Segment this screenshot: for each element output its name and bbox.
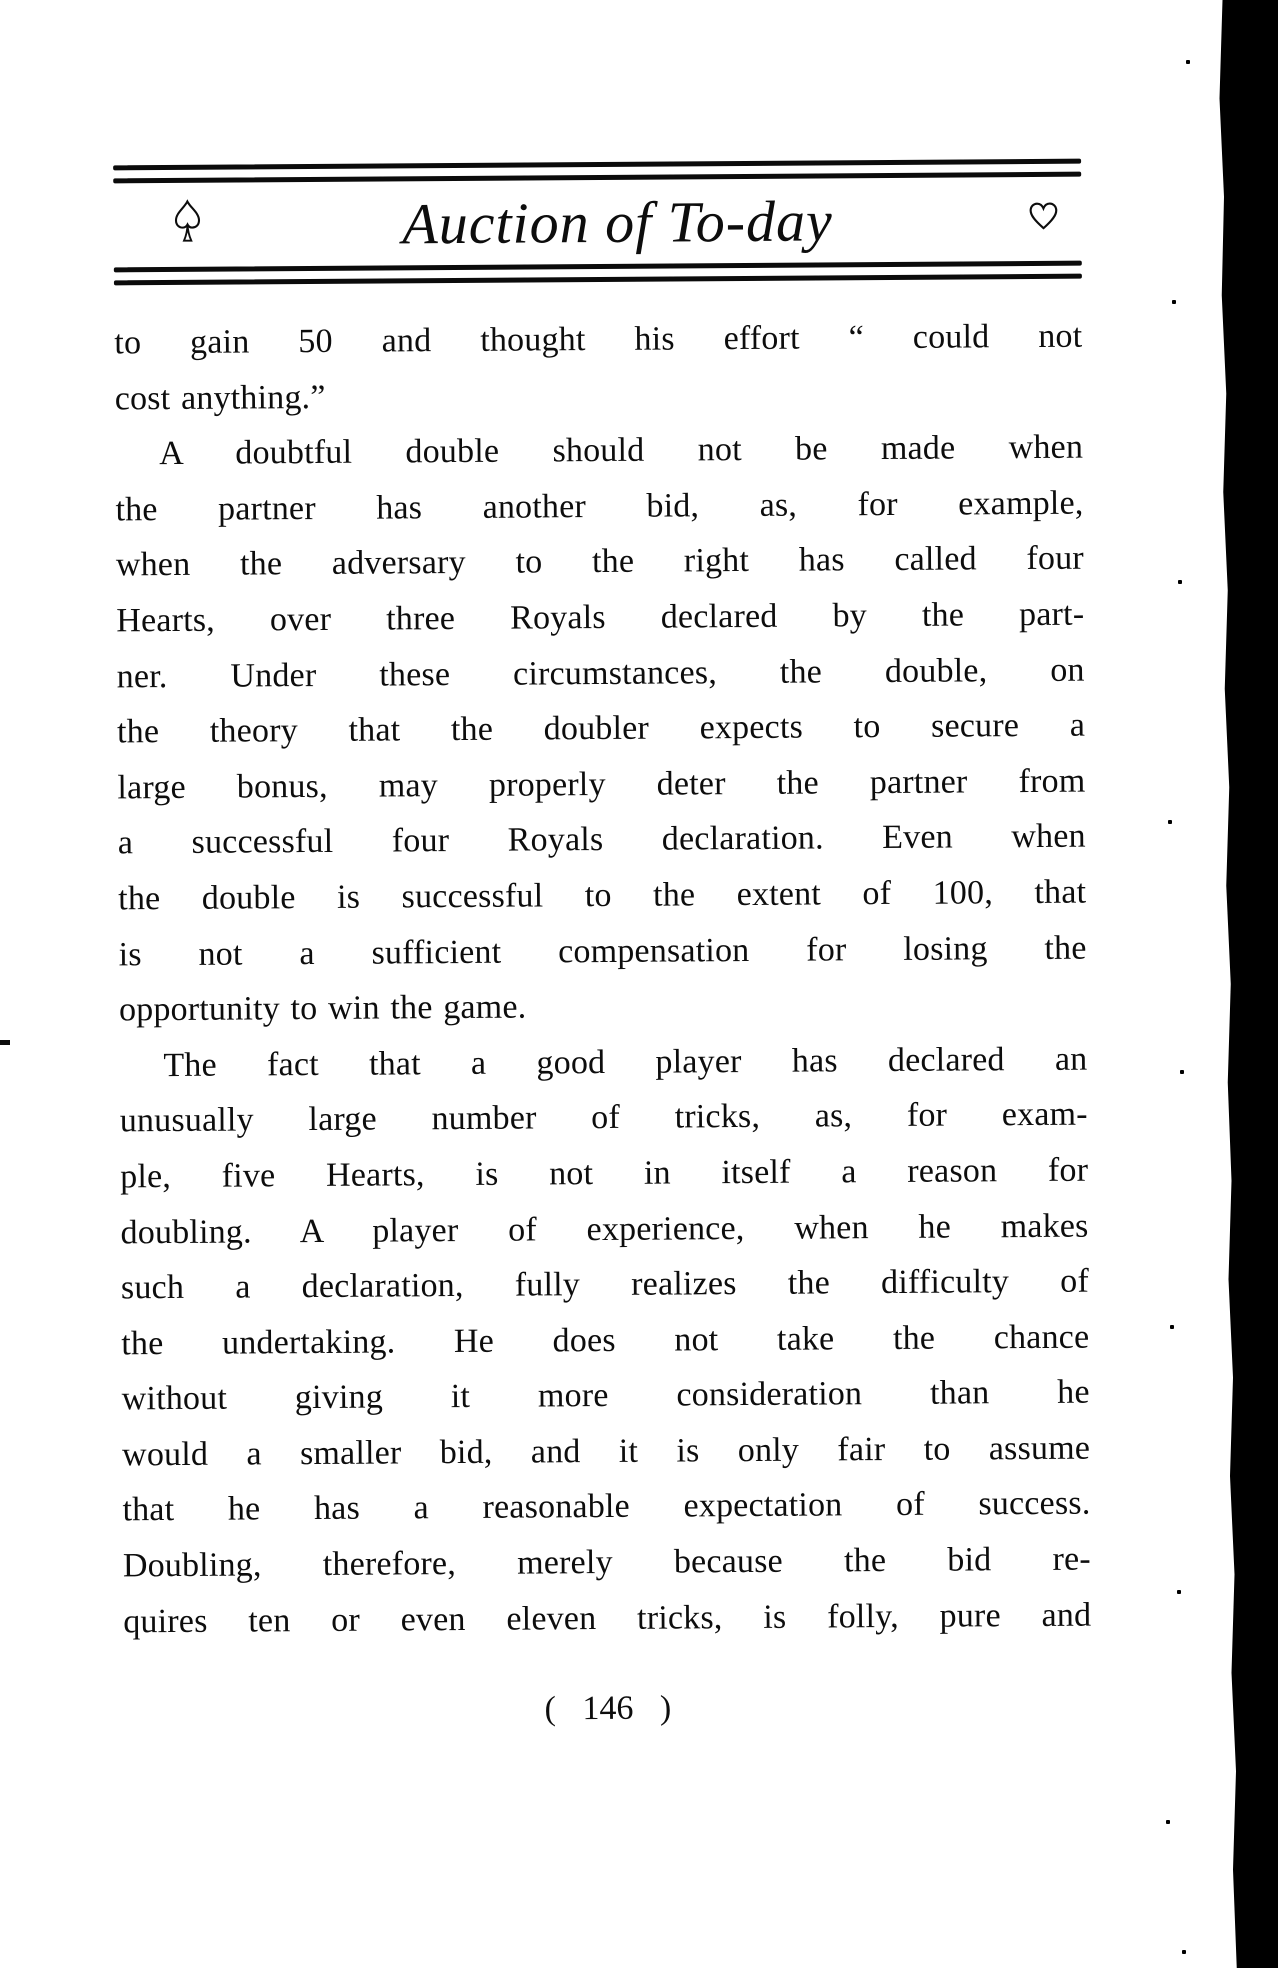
text-line: when the adversary to the right has called four [115,540,1085,584]
text-line: would a smaller bid, and it is only fair to assume [121,1429,1091,1474]
text-line: ner. Under these circumstances, the double, on [116,651,1085,695]
text-line: cost anything.” [114,378,326,417]
heart-suit-icon [1027,199,1059,238]
text-line: Doubling, therefore, merely because the bid re- [122,1540,1091,1585]
text-line: quires ten or even eleven tricks, is folly, pure and [123,1596,1092,1641]
text-line: doubling. A player of experience, when he makes [120,1207,1089,1251]
text-line: The fact that a good player has declared an [163,1040,1088,1084]
page-title: Auction of To-day [402,187,833,256]
header-rule-bottom-2 [114,274,1082,286]
text-line: unusually large number of tricks, as, for exam- [119,1095,1088,1140]
text-line: without giving it more consideration than he [121,1373,1090,1418]
scan-shadow-band [1203,0,1278,1968]
header-row [113,177,1082,268]
text-line: the partner has another bid, as, for example, [115,484,1084,529]
text-line: the theory that the doubler expects to secure a [116,706,1086,751]
body-text [114,309,1091,1650]
text-line: large bonus, may properly deter the partner from [117,762,1086,807]
text-line: such a declaration, fully realizes the difficulty of [120,1262,1090,1307]
header-rule-top-1 [113,159,1081,171]
page-number: ( 146 ) [544,1689,672,1728]
text-line: that he has a reasonable expectation of success. [122,1485,1091,1529]
text-line: A doubtful double should not be made when [158,428,1084,473]
spade-suit-icon [171,199,203,250]
text-line: a successful four Royals declaration. Even when [117,817,1086,862]
scan-noise-specks [1186,60,1190,64]
page-content [112,0,1092,1732]
running-header [113,159,1082,286]
scan-artifact [0,1040,10,1045]
text-line: the undertaking. He does not take the chance [121,1318,1090,1363]
text-line: ple, five Hearts, is not in itself a reason for [120,1151,1089,1196]
text-line: the double is successful to the extent of 100, that [118,873,1087,918]
text-line: opportunity to win the game. [118,988,527,1029]
text-line: is not a sufficient compensation for losing the [118,929,1087,973]
text-line: to gain 50 and thought his effort “ could not [114,317,1083,362]
text-line: Hearts, over three Royals declared by the part- [116,595,1085,640]
